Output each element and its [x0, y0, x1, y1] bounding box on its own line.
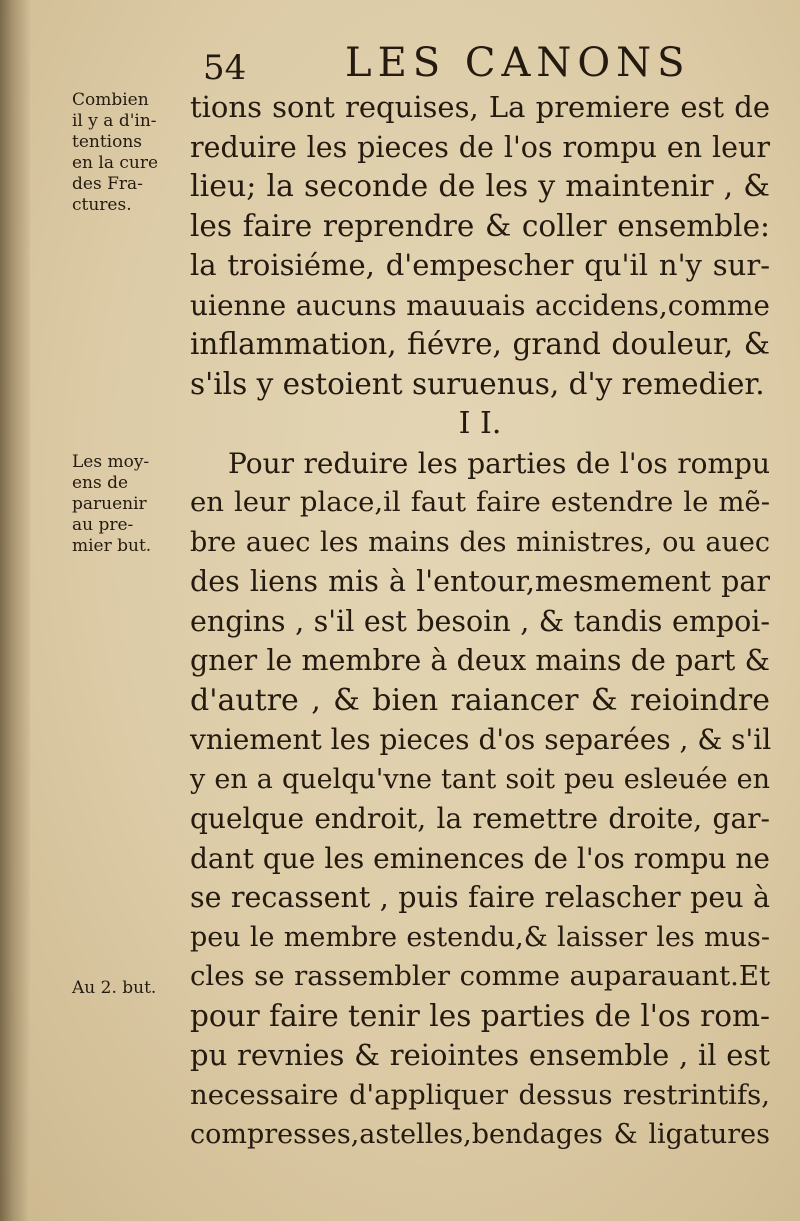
text-line: les faire reprendre & coller ensemble: [190, 208, 770, 243]
text-line: necessaire d'appliquer dessus restrintifs, [190, 1078, 770, 1111]
text-line: y en a quelqu'vne tant soit peu esleuée en [190, 763, 770, 795]
text-line: reduire les pieces de l'os rompu en leur [190, 130, 770, 164]
text-line: peu le membre estendu,& laisser les mus- [190, 921, 770, 953]
margin-note-line: en la cure [72, 153, 159, 173]
text-line: pour faire tenir les parties de l'os rom- [190, 998, 770, 1033]
text-line: inflammation, fiévre, grand douleur, & [190, 327, 770, 361]
margin-note-line: ctures. [72, 195, 132, 215]
text-line: uienne aucuns mauuais accidens,comme [190, 288, 770, 322]
text-line: Pour reduire les parties de l'os rompu [228, 446, 770, 480]
text-line: engins , s'il est besoin , & tandis empoi- [190, 604, 770, 638]
margin-note-line: Au 2. but. [72, 978, 157, 998]
text-line: gner le membre à deux mains de part & [190, 644, 770, 677]
text-line: cles se rassembler comme auparauant.Et [190, 960, 770, 992]
text-line: se recassent , puis faire relascher peu à [190, 881, 770, 914]
text-line: vniement les pieces d'os separées , & s'il [190, 723, 772, 756]
margin-note-line: tentions [72, 132, 143, 152]
margin-note-line: mier but. [72, 536, 152, 556]
text-line: quelque endroit, la remettre droite, gar- [190, 802, 770, 835]
margin-note-line: des Fra- [72, 174, 143, 194]
margin-note-first-aim [72, 452, 190, 557]
margin-note-line: Combien [72, 90, 149, 110]
text-line: la troisiéme, d'empescher qu'il n'y sur- [190, 248, 770, 282]
margin-note-line: Les moy- [72, 452, 150, 472]
text-line: tions sont requises, La premiere est de [190, 90, 770, 124]
binding-gutter [0, 0, 30, 1221]
text-line: compresses,astelles,bendages & ligatures [190, 1119, 770, 1150]
margin-note-line: ens de [72, 473, 129, 493]
margin-note-line: paruenir [72, 494, 147, 514]
margin-note-line: il y a d'in- [72, 111, 157, 131]
text-line: des liens mis à l'entour,mesmement par [190, 565, 770, 598]
text-line: pu revnies & reiointes ensemble , il est [190, 1038, 770, 1072]
text-line: bre auec les mains des ministres, ou auec [190, 526, 770, 558]
running-head [195, 40, 755, 90]
text-line: en leur place,il faut faire estendre le mẽ- [190, 486, 770, 518]
text-line: lieu; la seconde de les y maintenir , & [190, 169, 770, 204]
text-line: d'autre , & bien raiancer & reioindre [190, 682, 770, 718]
section-numeral: I I. [458, 406, 502, 441]
margin-note-second-aim [72, 978, 190, 999]
text-line: s'ils y estoient suruenus, d'y remedier. [190, 366, 765, 401]
margin-note-line: au pre- [72, 515, 134, 535]
margin-note-intentions [72, 90, 190, 216]
page-number: 54 [203, 48, 247, 88]
running-title: LES CANONS [345, 40, 691, 86]
body-text [190, 88, 770, 1155]
text-line: dant que les eminences de l'os rompu ne [190, 841, 770, 875]
